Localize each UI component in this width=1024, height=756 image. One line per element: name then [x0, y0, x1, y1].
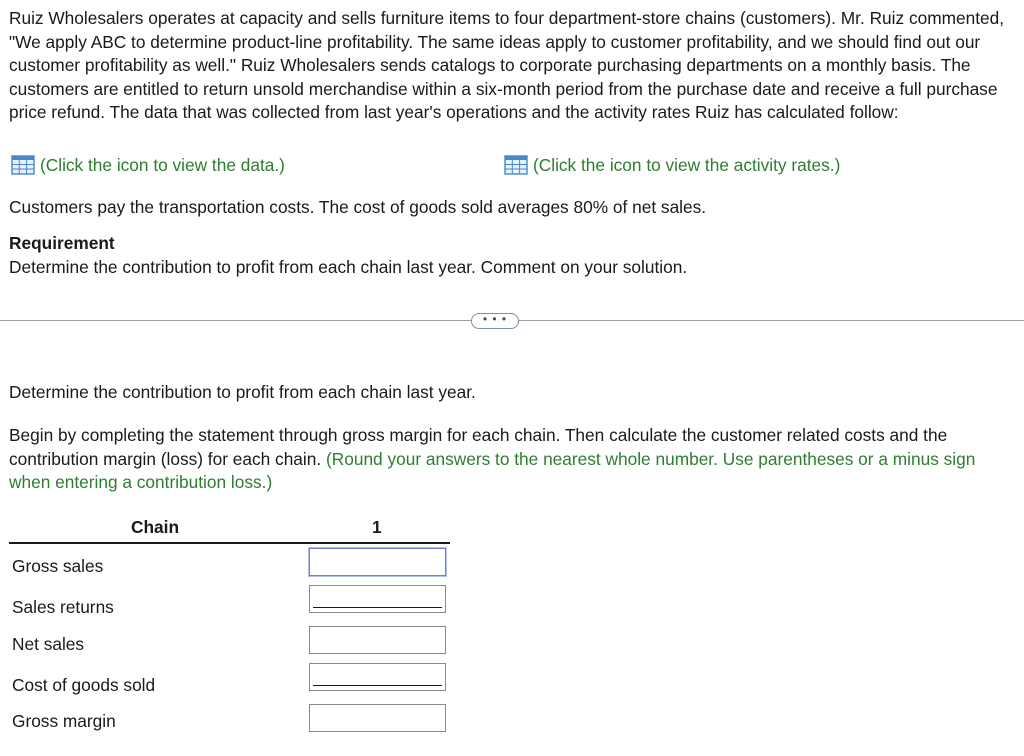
sales-returns-input[interactable]: [310, 586, 445, 612]
table-grid-icon[interactable]: [11, 155, 35, 175]
row-label-net-sales: Net sales: [12, 634, 85, 654]
view-activity-rates-link-text[interactable]: (Click the icon to view the activity rates.): [533, 154, 841, 175]
net-sales-input-box[interactable]: [309, 626, 446, 654]
more-dots-icon: • • •: [482, 312, 508, 326]
row-label-cost-of-goods-sold: Cost of goods sold: [12, 675, 156, 695]
requirement-heading: Requirement: [9, 233, 115, 253]
view-data-link[interactable]: [11, 153, 285, 177]
gross-sales-input-box[interactable]: [309, 548, 446, 576]
gross-sales-input[interactable]: [310, 549, 445, 575]
table-grid-icon[interactable]: [504, 155, 528, 175]
header-rule: [9, 542, 450, 544]
view-data-link-text[interactable]: (Click the icon to view the data.): [40, 154, 285, 175]
net-sales-input[interactable]: [310, 627, 445, 653]
chain-header-label: Chain: [131, 517, 180, 537]
row-label-sales-returns: Sales returns: [12, 597, 114, 617]
problem-intro: Ruiz Wholesalers operates at capacity and sells furniture items to four department-store chains (customers). Mr. Ruiz commented, "We apply ABC to determine product-line profitability. The same ideas apply to customer profitability, and we should find out our customer profitability as well." Ruiz Wholesalers sends catalogs to corporate purchasing departments on a monthly basis. The customers are entitled to return unsold merchandise within a six-month period from the purchase date and receive a full purchase price refund. The data that was collected from last year's operations and the activity rates Ruiz has calculated follow:: [9, 8, 1005, 122]
requirement-text: Determine the contribution to profit from each chain last year. Comment on your solution.: [9, 257, 688, 277]
row-label-gross-margin: Gross margin: [12, 711, 116, 731]
cost-of-goods-sold-input[interactable]: [310, 664, 445, 690]
cost-of-goods-sold-input-box[interactable]: [309, 663, 446, 691]
instruction-text: Begin by completing the statement through gross margin for each chain. Then calculate the customer related costs and the contribution margin (loss) for each chain.: [9, 425, 948, 469]
gross-margin-input[interactable]: [310, 705, 445, 731]
transport-note: Customers pay the transportation costs. The cost of goods sold averages 80% of net sales.: [9, 197, 707, 217]
question-instruction: [9, 424, 1017, 495]
sales-returns-input-box[interactable]: [309, 585, 446, 613]
view-activity-rates-link[interactable]: [504, 153, 840, 177]
rounding-hint: (Round your answers to the nearest whole number. Use parentheses or a minus sign when entering a contribution loss.): [9, 448, 976, 492]
gross-margin-input-box[interactable]: [309, 704, 446, 732]
row-label-gross-sales: Gross sales: [12, 556, 104, 576]
question-heading: Determine the contribution to profit from each chain last year.: [9, 382, 476, 402]
expand-more-button[interactable]: [471, 313, 519, 329]
chain-column-header-1: 1: [372, 517, 382, 537]
